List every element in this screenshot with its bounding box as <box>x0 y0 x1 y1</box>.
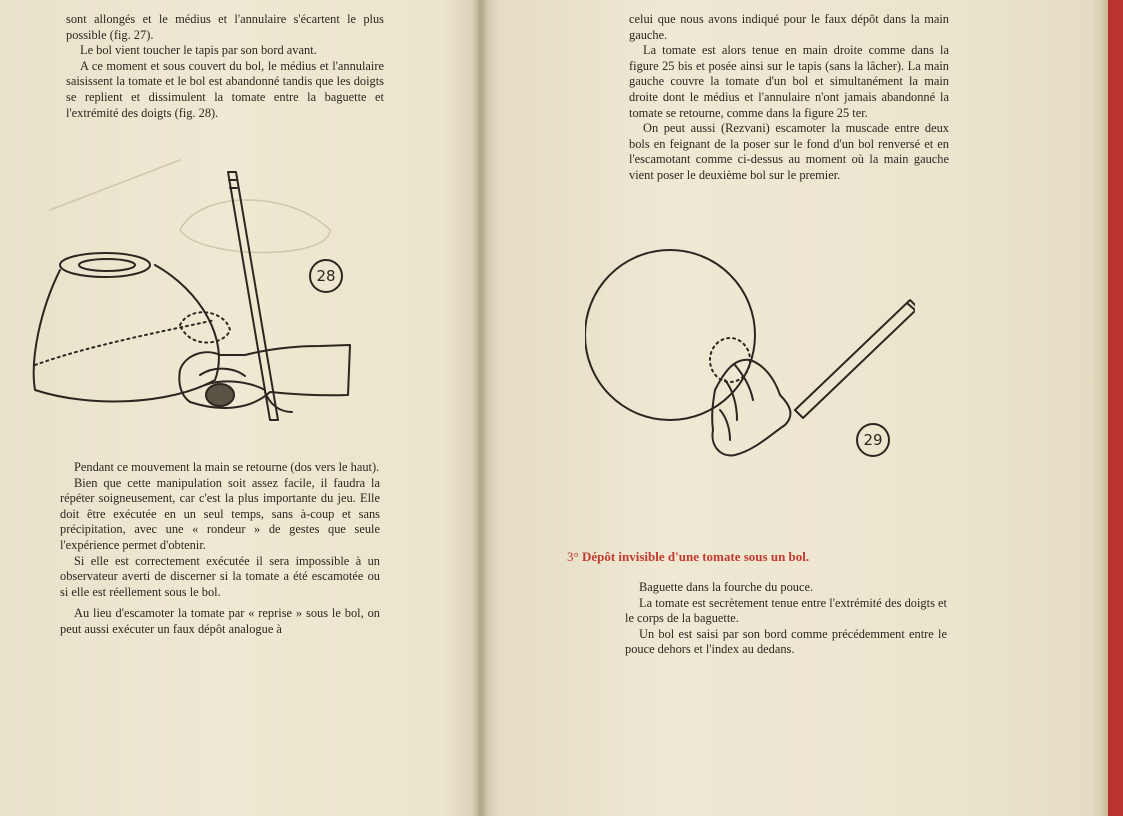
right-top-text <box>629 12 949 184</box>
left-top-text <box>66 12 384 121</box>
paragraph: Un bol est saisi par son bord comme précédemment entre le pouce dehors et l'index au dedans. <box>625 626 947 657</box>
wand <box>228 172 278 420</box>
figure-28-number: 28 <box>309 259 343 293</box>
section-heading <box>567 549 927 565</box>
paragraph: La tomate est secrètement tenue entre l'extrémité des doigts et le corps de la baguette. <box>625 595 947 626</box>
section-title: Dépôt invisible d'une tomate sous un bol. <box>581 549 810 564</box>
section-number: 3° <box>567 549 579 564</box>
bowl-outline <box>585 250 755 420</box>
page-edges <box>1090 0 1108 816</box>
hand <box>712 360 790 456</box>
bowl-rim <box>60 253 150 277</box>
paragraph: Pendant ce mouvement la main se retourne (dos vers le haut). <box>74 460 380 474</box>
bowl-body <box>34 265 219 401</box>
paragraph: On peut aussi (Rezvani) escamoter la muscade entre deux bols en feignant de la poser sur le fond d'un bol renversé et en l'escamotant comme ci-dessus au moment où la main gauche vient poser le deuxième bol sur le premier. <box>629 121 949 182</box>
paragraph: sont allongés et le médius et l'annulaire s'écartent le plus possible (fig. 27). <box>66 12 384 42</box>
paragraph: Bien que cette manipulation soit assez facile, il faudra la répéter soigneusement, car c'est la plus importante du jeu. Elle doit être exécutée en un seul temps, sans à-coup et sans précipitation, avec une « rondeur » de gestes que seule l'expérience permet d'obtenir. <box>60 475 380 552</box>
paragraph: Le bol vient toucher le tapis par son bord avant. <box>80 43 317 58</box>
figure-29-number: 29 <box>856 423 890 457</box>
paragraph: Au lieu d'escamoter la tomate par « reprise » sous le bol, on peut aussi exécuter un faux dépôt analogue à <box>60 606 380 636</box>
book-gutter <box>472 0 488 816</box>
left-page <box>0 0 472 816</box>
right-bottom-text <box>625 580 947 658</box>
paragraph: A ce moment et sous couvert du bol, le médius et l'annulaire saisissent la tomate et le bol est abandonné tandis que les doigts se replient et dissimulent la tomate entre la baguette et l'extrémité des doigts (fig. 28). <box>66 58 384 120</box>
hand <box>179 345 350 408</box>
paragraph: Si elle est correctement exécutée il sera impossible à un observateur averti de discerner si la tomate a été escamotée ou si elle est réellement sous le bol. <box>60 553 380 599</box>
left-bottom-text <box>60 460 380 638</box>
show-through-lines <box>50 160 330 253</box>
paragraph: celui que nous avons indiqué pour le faux dépôt dans la main gauche. <box>629 12 949 42</box>
wand <box>795 300 915 418</box>
paragraph: Baguette dans la fourche du pouce. <box>639 580 814 594</box>
figure-28-illustration <box>30 150 400 440</box>
paragraph: La tomate est alors tenue en main droite comme dans la figure 25 bis et posée ainsi sur le tapis (sans la lâcher). La main gauche couvre la tomate d'un bol et simultanément la main droite dont le médius et l'annulaire n'ont jamais abandonné la tomate se retourne, comme dans la figure 25 ter. <box>629 43 949 120</box>
